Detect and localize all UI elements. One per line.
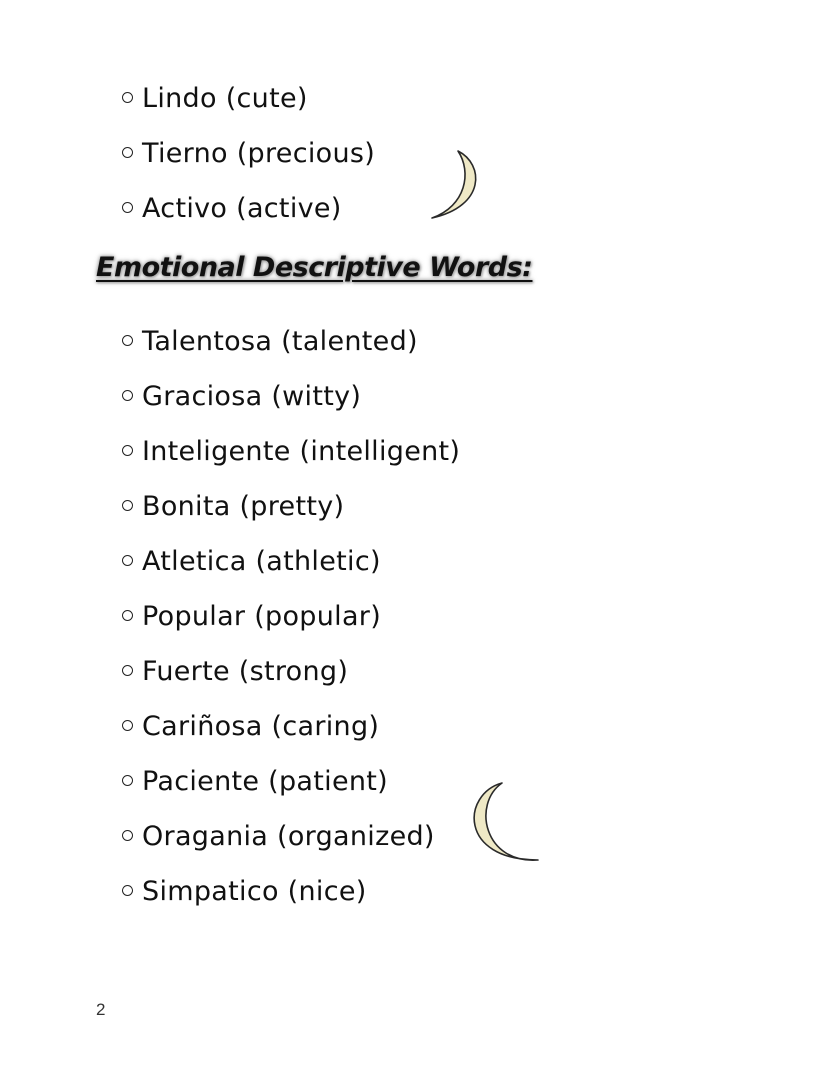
list-item-text: Lindo (cute): [142, 83, 308, 114]
list-item-text: Cariñosa (caring): [142, 711, 380, 742]
bullet-icon: [122, 830, 133, 841]
list-item: [122, 435, 460, 469]
list-item: [122, 325, 418, 359]
list-item-text: Simpatico (nice): [142, 876, 367, 907]
list-item-text: Inteligente (intelligent): [142, 436, 461, 467]
crescent-moon-icon: [428, 148, 488, 224]
bullet-icon: [122, 92, 133, 103]
list-item: [122, 490, 344, 524]
bullet-icon: [122, 335, 133, 346]
bullet-icon: [122, 720, 133, 731]
bullet-icon: [122, 390, 133, 401]
list-item: [122, 710, 379, 744]
list-item: [122, 380, 361, 414]
bullet-icon: [122, 885, 133, 896]
list-item-text: Paciente (patient): [142, 766, 389, 797]
list-item: [122, 545, 381, 579]
list-item: [122, 192, 342, 226]
list-item: [122, 600, 381, 634]
list-item: [122, 137, 375, 171]
bullet-icon: [122, 665, 133, 676]
section-heading: Emotional Descriptive Words:: [96, 252, 533, 283]
bullet-icon: [122, 445, 133, 456]
list-item-text: Oragania (organized): [142, 821, 435, 852]
page-number: 2: [96, 1000, 106, 1019]
bullet-icon: [122, 147, 133, 158]
bullet-icon: [122, 610, 133, 621]
list-item-text: Bonita (pretty): [142, 491, 345, 522]
list-item-text: Atletica (athletic): [142, 546, 381, 577]
list-item-text: Talentosa (talented): [142, 326, 418, 357]
bullet-icon: [122, 500, 133, 511]
list-item: [122, 820, 435, 854]
list-item-text: Popular (popular): [142, 601, 382, 632]
list-item-text: Activo (active): [142, 193, 342, 224]
list-item: [122, 875, 367, 909]
bullet-icon: [122, 775, 133, 786]
list-item-text: Fuerte (strong): [142, 656, 349, 687]
bullet-icon: [122, 555, 133, 566]
list-item-text: Graciosa (witty): [142, 381, 362, 412]
list-item: [122, 82, 308, 116]
list-item: [122, 765, 388, 799]
crescent-moon-icon: [462, 780, 544, 870]
bullet-icon: [122, 202, 133, 213]
list-item: [122, 655, 348, 689]
list-item-text: Tierno (precious): [142, 138, 376, 169]
